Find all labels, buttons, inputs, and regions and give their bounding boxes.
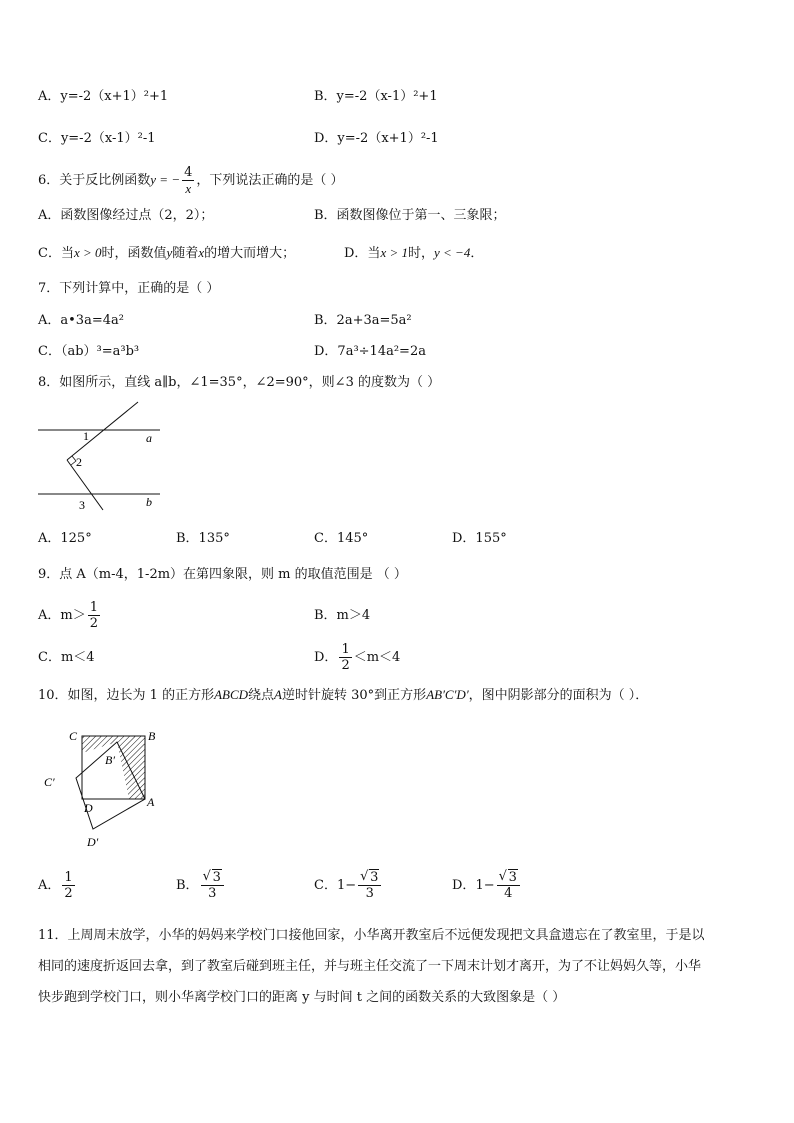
q6-frac-den: x (185, 181, 192, 196)
q10-a-fraction (62, 870, 74, 901)
q10-a-den: 2 (64, 886, 73, 901)
q6-frac-num: 4 (184, 165, 193, 180)
q9-d-den: 2 (341, 658, 350, 673)
q10-b-radicand: 3 (212, 870, 221, 885)
q9-a-num: 1 (89, 600, 98, 615)
q6-option-a: A．函数图像经过点（2，2）； (38, 208, 214, 223)
q10-d-lead: 1− (475, 878, 495, 893)
q6-d-cond: x > 1 (380, 245, 408, 260)
q10-label-dprime: D′ (87, 835, 99, 849)
q9-d-pre: D． (314, 650, 338, 665)
q6-option-b: B．函数图像位于第一、三象限； (314, 208, 506, 223)
q9-a-den: 2 (89, 616, 98, 631)
q10-a-num: 1 (64, 870, 73, 885)
q10-label-bprime: B′ (105, 753, 115, 767)
q6-stem-pre: 6．关于反比例函数 (38, 173, 151, 188)
q10-a-pre: A． (38, 878, 61, 893)
q5-option-d: D．y=-2（x+1）²-1 (314, 131, 439, 146)
q10-stem-pre: 10．如图，边长为 1 的正方形 (38, 688, 215, 703)
q10-c-num (358, 870, 381, 886)
q7-option-a: A．a•3a=4a² (38, 313, 124, 328)
q10-label-a: A (147, 795, 155, 809)
q10-stem (38, 686, 648, 705)
q9-a-fraction (88, 600, 100, 631)
q7-option-c: C．（ab）³=a³b³ (38, 344, 140, 359)
q6-d-ineq: y < −4 (434, 245, 471, 260)
q8-stem: 8．如图所示，直线 a∥b，∠1=35°，∠2=90°，则∠3 的度数为（ ） (38, 375, 441, 390)
q10-figure (36, 722, 176, 852)
q7-stem: 7．下列计算中，正确的是（ ） (38, 281, 220, 296)
q8-transversal-lower (67, 460, 103, 510)
q5-option-a: A．y=-2（x+1）²+1 (38, 89, 169, 104)
q8-label-b: b (146, 495, 152, 509)
q10-label-d: D (84, 801, 93, 815)
q6-c-mid2: 随着 (172, 246, 199, 261)
q10-d-radicand: 3 (508, 870, 517, 885)
q10-stem-post: ，图中阴影部分的面积为（ ）． (468, 688, 649, 703)
q6-c-mid: 时，函数值 (101, 246, 167, 261)
q10-b-den: 3 (208, 886, 217, 901)
q10-square1: ABCD (214, 687, 249, 702)
q10-stem-mid: 绕点 (248, 688, 275, 703)
q8-label-1: 1 (83, 429, 89, 443)
q6-d-pre: D．当 (344, 246, 381, 261)
q10-b-num (201, 870, 224, 886)
q10-d-sqrt (499, 870, 518, 885)
q8-option-b: B．135° (176, 531, 230, 546)
q10-b-pre: B． (176, 878, 199, 893)
q6-fraction (182, 165, 194, 196)
q10-c-den: 3 (365, 886, 374, 901)
q6-c-cond: x > 0 (73, 245, 102, 260)
q9-stem: 9．点 A（m-4，1-2m）在第四象限，则 m 的取值范围是 （ ） (38, 567, 407, 582)
q6-c-post: 的增大而增大； (204, 246, 296, 261)
q10-point: A (274, 687, 282, 702)
q10-d-fraction (497, 870, 520, 901)
q6-d-post: ． (470, 246, 484, 261)
q10-d-num (497, 870, 520, 886)
q6-c-pre: C．当 (38, 246, 74, 261)
q9-option-c: C．m＜4 (38, 650, 95, 665)
q10-c-radicand: 3 (370, 870, 379, 885)
q10-option-a (38, 867, 77, 905)
q10-c-pre: C． (314, 878, 337, 893)
q5-option-b: B．y=-2（x-1）²+1 (314, 89, 438, 104)
q11-line-1: 11．上周周末放学，小华的妈妈来学校门口接他回家，小华离开教室后不远便发现把文具盒遗忘在了教室里，于是以 (38, 928, 705, 943)
q9-option-a (38, 597, 102, 635)
q8-option-a: A．125° (38, 531, 92, 546)
q10-option-d (452, 867, 522, 905)
q10-c-sqrt (360, 870, 379, 885)
q10-label-c: C (69, 729, 78, 743)
q6-stem-post: ，下列说法正确的是（ ） (196, 173, 344, 188)
q8-option-d: D．155° (452, 531, 507, 546)
q11-line-2: 相同的速度折返回去拿，到了教室后碰到班主任，并与班主任交流了一下周末计划才离开，为了不让妈妈久等，小华 (38, 959, 702, 974)
q8-transversal-upper (67, 402, 138, 460)
q6-stem (38, 160, 344, 201)
q6-d-mid: 时， (407, 246, 434, 261)
q9-a-pre: A．m＞ (38, 608, 86, 623)
q9-d-post: ＜m＜4 (353, 650, 401, 665)
q9-option-d (314, 639, 400, 677)
q9-d-num: 1 (341, 642, 350, 657)
q6-c-var: y (166, 245, 173, 260)
q6-option-c (38, 244, 295, 263)
q10-b-sqrt (203, 870, 222, 885)
q10-c-lead: 1− (336, 878, 357, 893)
q8-option-c: C．145° (314, 531, 369, 546)
q8-label-2: 2 (76, 455, 82, 469)
q8-figure (30, 398, 170, 518)
q9-d-fraction (339, 642, 351, 673)
q10-c-fraction (358, 870, 381, 901)
q10-d-pre: D． (452, 878, 476, 893)
q10-stem-mid2: 逆时针旋转 30°到正方形 (282, 688, 427, 703)
q10-label-cprime: C′ (44, 775, 55, 789)
q7-option-b: B．2a+3a=5a² (314, 313, 412, 328)
q8-label-a: a (146, 431, 152, 445)
q11-line-3: 快步跑到学校门口，则小华离学校门口的距离 y 与时间 t 之间的函数关系的大致图象是（ ） (38, 990, 566, 1005)
q5-option-c: C．y=-2（x-1）²-1 (38, 131, 156, 146)
q10-option-c (314, 867, 383, 905)
q7-option-d: D．7a³÷14a²=2a (314, 344, 426, 359)
q6-c-var2: x (198, 245, 205, 260)
q10-b-fraction (201, 870, 224, 901)
q10-option-b (176, 867, 226, 905)
q6-option-d (344, 244, 483, 263)
q10-square2: AB′C′D′ (426, 687, 469, 702)
q6-func-lhs: y = − (150, 172, 181, 187)
q9-option-b: B．m＞4 (314, 608, 371, 623)
q10-d-den: 4 (504, 886, 513, 901)
q10-label-b: B (148, 729, 156, 743)
q8-label-3: 3 (79, 498, 85, 512)
